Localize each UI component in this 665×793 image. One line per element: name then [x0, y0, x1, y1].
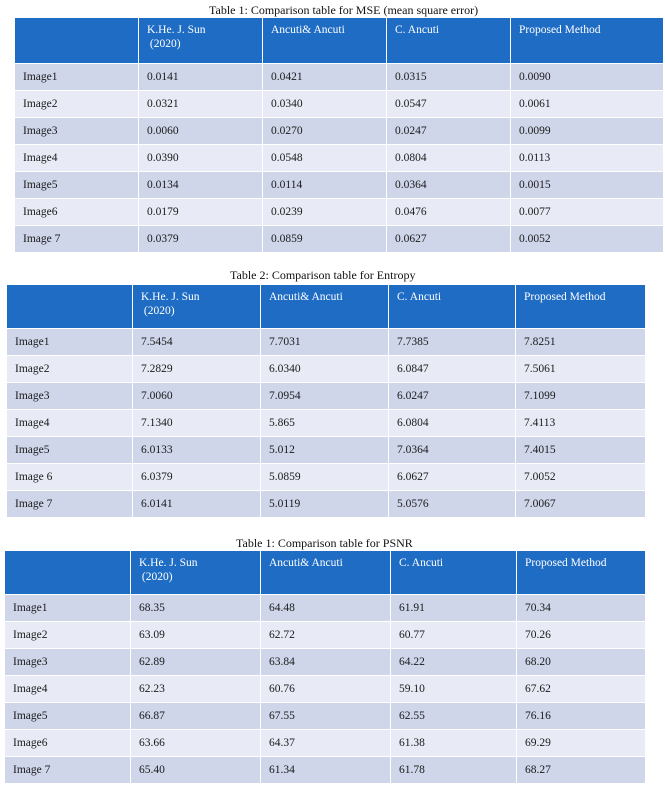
value-cell [139, 145, 263, 172]
column-header-label: C. Ancuti [395, 24, 440, 36]
table-row [5, 649, 646, 676]
row-label: Image1 [15, 336, 50, 348]
cell-value: 0.0247 [395, 125, 427, 137]
column-header [389, 285, 516, 329]
value-cell [389, 464, 516, 491]
row-label-cell [5, 676, 131, 703]
value-cell [133, 491, 261, 518]
table-row [7, 464, 646, 491]
row-label: Image2 [15, 363, 50, 375]
cell-value: 62.55 [399, 710, 425, 722]
row-label: Image2 [13, 629, 48, 641]
row-label-cell [5, 595, 131, 622]
row-label-cell [15, 199, 139, 226]
row-label: Image4 [13, 683, 48, 695]
value-cell [511, 226, 664, 253]
row-label: Image3 [15, 390, 50, 402]
cell-value: 0.0179 [147, 206, 179, 218]
table-row [7, 491, 646, 518]
value-cell [389, 437, 516, 464]
cell-value: 0.0113 [519, 152, 551, 164]
row-label: Image 6 [15, 471, 53, 483]
row-label-cell [5, 649, 131, 676]
column-header-label: K.He. J. Sun (2020) [147, 24, 206, 50]
cell-value: 0.0547 [395, 98, 427, 110]
column-header-label: Ancuti& Ancuti [269, 557, 343, 569]
cell-value: 6.0141 [141, 498, 173, 510]
row-label-cell [7, 383, 133, 410]
column-header-label [7, 285, 132, 290]
cell-value: 66.87 [139, 710, 165, 722]
cell-value: 6.0133 [141, 444, 173, 456]
value-cell [516, 464, 646, 491]
value-cell [511, 91, 664, 118]
cell-value: 0.0364 [395, 179, 427, 191]
column-header-label [5, 551, 130, 556]
value-cell [261, 464, 389, 491]
column-header [261, 285, 389, 329]
cell-value: 68.35 [139, 602, 165, 614]
value-cell [263, 199, 387, 226]
cell-value: 7.7385 [397, 336, 429, 348]
value-cell [133, 329, 261, 356]
column-header-label: K.He. J. Sun (2020) [139, 557, 198, 583]
value-cell [261, 757, 391, 784]
cell-value: 6.0804 [397, 417, 429, 429]
header-corner-cell [5, 551, 131, 595]
value-cell [263, 64, 387, 91]
value-cell [517, 676, 646, 703]
value-cell [261, 595, 391, 622]
cell-value: 7.2829 [141, 363, 173, 375]
cell-value: 0.0061 [519, 98, 551, 110]
cell-value: 7.1340 [141, 417, 173, 429]
row-label: Image5 [15, 444, 50, 456]
row-label-cell [5, 622, 131, 649]
cell-value: 0.0090 [519, 71, 551, 83]
cell-value: 64.37 [269, 737, 295, 749]
value-cell [261, 383, 389, 410]
cell-value: 67.55 [269, 710, 295, 722]
cell-value: 60.77 [399, 629, 425, 641]
cell-value: 6.0627 [397, 471, 429, 483]
cell-value: 67.62 [525, 683, 551, 695]
column-header-label [15, 18, 138, 23]
value-cell [511, 199, 664, 226]
cell-value: 7.4113 [524, 417, 556, 429]
column-header [516, 285, 646, 329]
cell-value: 0.0804 [395, 152, 427, 164]
table-row [15, 91, 664, 118]
cell-value: 7.5454 [141, 336, 173, 348]
value-cell [261, 703, 391, 730]
value-cell [389, 383, 516, 410]
column-header-label: Ancuti& Ancuti [271, 24, 345, 36]
table-row [15, 172, 664, 199]
value-cell [139, 118, 263, 145]
table-row [5, 730, 646, 757]
row-label-cell [15, 91, 139, 118]
value-cell [139, 172, 263, 199]
table-row [5, 595, 646, 622]
cell-value: 61.91 [399, 602, 425, 614]
value-cell [263, 226, 387, 253]
value-cell [516, 383, 646, 410]
value-cell [131, 730, 261, 757]
cell-value: 76.16 [525, 710, 551, 722]
cell-value: 6.0379 [141, 471, 173, 483]
value-cell [261, 491, 389, 518]
value-cell [131, 595, 261, 622]
value-cell [133, 410, 261, 437]
value-cell [511, 118, 664, 145]
value-cell [133, 383, 261, 410]
cell-value: 0.0321 [147, 98, 179, 110]
row-label: Image4 [15, 417, 50, 429]
value-cell [387, 172, 511, 199]
cell-value: 5.012 [269, 444, 295, 456]
cell-value: 65.40 [139, 764, 165, 776]
table-row [5, 703, 646, 730]
cell-value: 62.89 [139, 656, 165, 668]
value-cell [389, 491, 516, 518]
column-header-label: Proposed Method [524, 291, 606, 303]
value-cell [391, 757, 517, 784]
column-header-label: K.He. J. Sun (2020) [141, 291, 200, 317]
cell-value: 0.0270 [271, 125, 303, 137]
cell-value: 7.8251 [524, 336, 556, 348]
row-label-cell [15, 172, 139, 199]
row-label: Image1 [13, 602, 48, 614]
row-label: Image2 [23, 98, 58, 110]
cell-value: 0.0052 [519, 233, 551, 245]
row-label: Image 7 [15, 498, 53, 510]
value-cell [389, 410, 516, 437]
cell-value: 7.5061 [524, 363, 556, 375]
row-label-cell [7, 356, 133, 383]
cell-value: 0.0379 [147, 233, 179, 245]
value-cell [511, 145, 664, 172]
value-cell [391, 676, 517, 703]
value-cell [517, 595, 646, 622]
column-header [261, 551, 391, 595]
entropy-comparison-table [6, 284, 646, 518]
value-cell [516, 329, 646, 356]
row-label: Image5 [23, 179, 58, 191]
row-label-cell [5, 703, 131, 730]
cell-value: 7.0060 [141, 390, 173, 402]
cell-value: 70.34 [525, 602, 551, 614]
cell-value: 0.0421 [271, 71, 303, 83]
value-cell [391, 703, 517, 730]
cell-value: 61.34 [269, 764, 295, 776]
cell-value: 69.29 [525, 737, 551, 749]
cell-value: 7.0364 [397, 444, 429, 456]
row-label: Image3 [23, 125, 58, 137]
cell-value: 6.0247 [397, 390, 429, 402]
cell-value: 7.1099 [524, 390, 556, 402]
table-row [7, 329, 646, 356]
column-header-label: Ancuti& Ancuti [269, 291, 343, 303]
value-cell [391, 595, 517, 622]
cell-value: 62.72 [269, 629, 295, 641]
table-row [7, 356, 646, 383]
header-corner-cell [7, 285, 133, 329]
value-cell [131, 703, 261, 730]
table-row [15, 199, 664, 226]
value-cell [133, 464, 261, 491]
value-cell [391, 730, 517, 757]
table-row [15, 64, 664, 91]
cell-value: 64.48 [269, 602, 295, 614]
value-cell [261, 649, 391, 676]
cell-value: 5.0576 [397, 498, 429, 510]
value-cell [133, 356, 261, 383]
psnr-table-caption: Table 1: Comparison table for PSNR [236, 536, 413, 550]
cell-value: 6.0340 [269, 363, 301, 375]
value-cell [131, 676, 261, 703]
row-label-cell [7, 491, 133, 518]
table-row [5, 622, 646, 649]
cell-value: 7.4015 [524, 444, 556, 456]
value-cell [133, 437, 261, 464]
cell-value: 0.0239 [271, 206, 303, 218]
cell-value: 7.0067 [524, 498, 556, 510]
value-cell [261, 676, 391, 703]
table-row [7, 410, 646, 437]
column-header-label: C. Ancuti [397, 291, 442, 303]
cell-value: 0.0141 [147, 71, 179, 83]
cell-value: 0.0099 [519, 125, 551, 137]
value-cell [387, 64, 511, 91]
column-header [263, 18, 387, 64]
cell-value: 0.0015 [519, 179, 551, 191]
cell-value: 5.0119 [269, 498, 301, 510]
value-cell [389, 356, 516, 383]
value-cell [511, 172, 664, 199]
cell-value: 68.27 [525, 764, 551, 776]
cell-value: 7.0954 [269, 390, 301, 402]
value-cell [389, 329, 516, 356]
psnr-comparison-table [4, 550, 646, 784]
value-cell [387, 145, 511, 172]
cell-value: 7.7031 [269, 336, 301, 348]
row-label-cell [7, 410, 133, 437]
cell-value: 70.26 [525, 629, 551, 641]
cell-value: 68.20 [525, 656, 551, 668]
row-label-cell [15, 118, 139, 145]
row-label: Image1 [23, 71, 58, 83]
cell-value: 61.38 [399, 737, 425, 749]
value-cell [263, 91, 387, 118]
entropy-table-caption: Table 2: Comparison table for Entropy [230, 268, 416, 282]
value-cell [517, 730, 646, 757]
value-cell [391, 622, 517, 649]
cell-value: 62.23 [139, 683, 165, 695]
row-label: Image6 [13, 737, 48, 749]
cell-value: 0.0315 [395, 71, 427, 83]
value-cell [387, 226, 511, 253]
table-row [5, 676, 646, 703]
value-cell [516, 356, 646, 383]
cell-value: 0.0060 [147, 125, 179, 137]
table-row [15, 226, 664, 253]
row-label-cell [5, 730, 131, 757]
value-cell [387, 91, 511, 118]
column-header [131, 551, 261, 595]
value-cell [511, 64, 664, 91]
value-cell [131, 649, 261, 676]
cell-value: 59.10 [399, 683, 425, 695]
cell-value: 6.0847 [397, 363, 429, 375]
value-cell [263, 118, 387, 145]
value-cell [263, 172, 387, 199]
value-cell [517, 649, 646, 676]
table-header-row [7, 285, 646, 329]
column-header [133, 285, 261, 329]
row-label: Image5 [13, 710, 48, 722]
value-cell [516, 491, 646, 518]
value-cell [261, 410, 389, 437]
value-cell [516, 437, 646, 464]
row-label: Image 7 [23, 233, 61, 245]
cell-value: 0.0114 [271, 179, 303, 191]
cell-value: 63.66 [139, 737, 165, 749]
mse-comparison-table [14, 17, 664, 253]
cell-value: 5.0859 [269, 471, 301, 483]
column-header [387, 18, 511, 64]
table-row [7, 383, 646, 410]
column-header [511, 18, 664, 64]
value-cell [261, 437, 389, 464]
row-label-cell [15, 145, 139, 172]
row-label-cell [5, 757, 131, 784]
value-cell [131, 757, 261, 784]
cell-value: 64.22 [399, 656, 425, 668]
table-row [15, 145, 664, 172]
cell-value: 5.865 [269, 417, 295, 429]
value-cell [516, 410, 646, 437]
column-header-label: Proposed Method [519, 24, 601, 36]
table-header-row [5, 551, 646, 595]
column-header-label: C. Ancuti [399, 557, 444, 569]
value-cell [517, 757, 646, 784]
value-cell [139, 226, 263, 253]
row-label: Image 7 [13, 764, 51, 776]
cell-value: 0.0859 [271, 233, 303, 245]
column-header [391, 551, 517, 595]
row-label-cell [7, 437, 133, 464]
cell-value: 0.0340 [271, 98, 303, 110]
value-cell [139, 91, 263, 118]
mse-table-caption: Table 1: Comparison table for MSE (mean square error) [209, 3, 479, 17]
table-row [15, 118, 664, 145]
table-row [7, 437, 646, 464]
cell-value: 63.09 [139, 629, 165, 641]
row-label-cell [7, 329, 133, 356]
value-cell [139, 64, 263, 91]
value-cell [517, 622, 646, 649]
cell-value: 0.0134 [147, 179, 179, 191]
value-cell [391, 649, 517, 676]
cell-value: 61.78 [399, 764, 425, 776]
cell-value: 63.84 [269, 656, 295, 668]
cell-value: 0.0390 [147, 152, 179, 164]
cell-value: 0.0627 [395, 233, 427, 245]
table-row [5, 757, 646, 784]
value-cell [261, 730, 391, 757]
row-label-cell [7, 464, 133, 491]
table-header-row [15, 18, 664, 64]
value-cell [261, 356, 389, 383]
column-header-label: Proposed Method [525, 557, 607, 569]
cell-value: 0.0077 [519, 206, 551, 218]
row-label: Image4 [23, 152, 58, 164]
value-cell [131, 622, 261, 649]
header-corner-cell [15, 18, 139, 64]
value-cell [261, 622, 391, 649]
cell-value: 7.0052 [524, 471, 556, 483]
value-cell [263, 145, 387, 172]
column-header [517, 551, 646, 595]
value-cell [387, 118, 511, 145]
column-header [139, 18, 263, 64]
cell-value: 60.76 [269, 683, 295, 695]
value-cell [387, 199, 511, 226]
cell-value: 0.0548 [271, 152, 303, 164]
value-cell [517, 703, 646, 730]
cell-value: 0.0476 [395, 206, 427, 218]
row-label-cell [15, 226, 139, 253]
row-label-cell [15, 64, 139, 91]
row-label: Image6 [23, 206, 58, 218]
row-label: Image3 [13, 656, 48, 668]
value-cell [139, 199, 263, 226]
value-cell [261, 329, 389, 356]
